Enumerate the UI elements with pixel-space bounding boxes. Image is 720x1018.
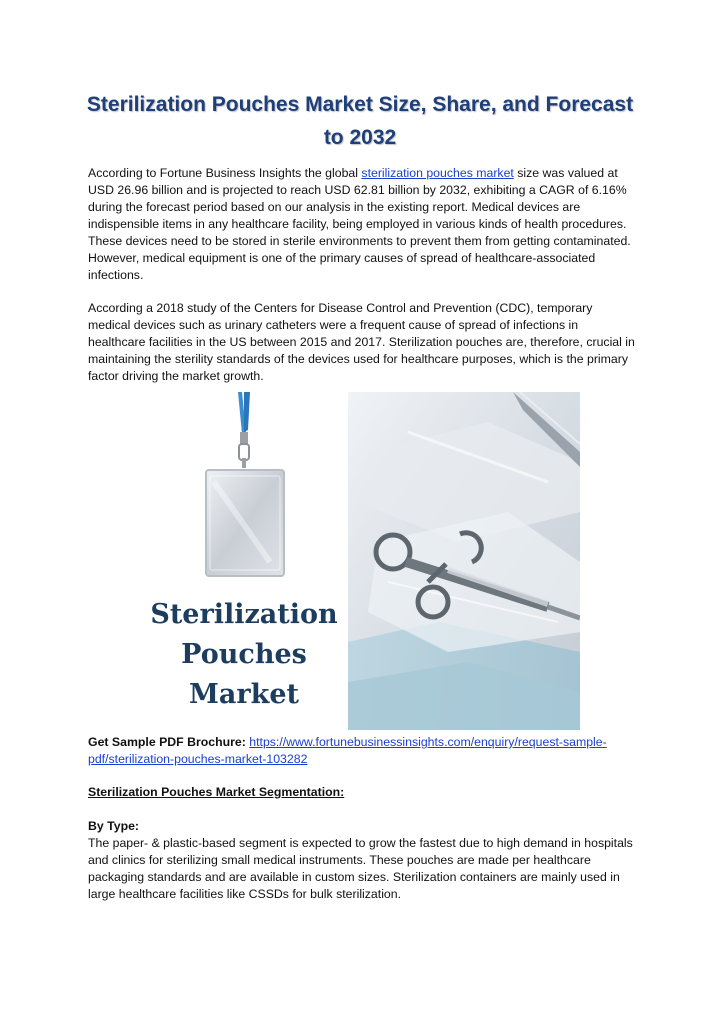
- page-title: [80, 88, 640, 154]
- title-line-2: to 2032: [323, 126, 397, 149]
- brochure-url-line-2: pdf/sterilization-pouches-market-103282: [88, 752, 308, 766]
- syringe-illustration: [348, 392, 580, 730]
- hero-left-panel: [140, 392, 348, 730]
- intro-text-start: According to Fortune Business Insights the global: [88, 166, 362, 180]
- brochure-paragraph: [88, 734, 636, 768]
- by-type-heading: By Type:: [88, 819, 140, 833]
- cdc-paragraph: According a 2018 study of the Centers for Disease Control and Prevention (CDC), temporary medical devices such as urinary catheters were a frequent cause of spread of infections in healthcare facilities in the US between 2015 and 2017. Sterilization pouches are, therefore, crucial in maintaining the sterility standards of the devices used for healthcare purposes, which is the primary factor driving the market growth.: [88, 301, 635, 383]
- title-line-1: Sterilization Pouches Market Size, Share, and Forecast: [86, 93, 634, 116]
- brand-text: [140, 595, 348, 715]
- hero-image: [140, 392, 580, 730]
- brand-line-2: Pouches: [181, 639, 307, 670]
- by-type-paragraph: The paper- & plastic-based segment is expected to grow the fastest due to high demand in hospitals and clinics for sterilizing small medical instruments. These pouches are made per healthcare packaging standards and are available in custom sizes. Sterilization containers are mainly used in large healthcare facilities like CSSDs for bulk sterilization.: [88, 836, 633, 901]
- pouch-lanyard-illustration: [140, 392, 348, 592]
- brand-line-1: Sterilization: [150, 599, 338, 630]
- segmentation-heading: Sterilization Pouches Market Segmentation:: [88, 785, 345, 799]
- brochure-label: Get Sample PDF Brochure:: [88, 735, 246, 749]
- intro-text-end: size was valued at USD 26.96 billion and is projected to reach USD 62.81 billion by 2032, exhibiting a CAGR of 6.16% during the forecast period based on our analysis in the existing report. Medical devices are indispensible items in any healthcare facility, being employed in various kinds of health procedures. These devices need to be stored in sterile environments to prevent them from getting contaminated. However, medical equipment is one of the primary causes of spread of healthcare-associated infections.: [88, 166, 631, 282]
- brand-line-3: Market: [189, 679, 299, 710]
- brochure-url-line-1: https://www.fortunebusinessinsights.com/enquiry/request-sample-: [249, 735, 607, 749]
- syringe-photo: [348, 392, 580, 730]
- intro-paragraph: [88, 165, 636, 284]
- market-link[interactable]: sterilization pouches market: [361, 166, 514, 180]
